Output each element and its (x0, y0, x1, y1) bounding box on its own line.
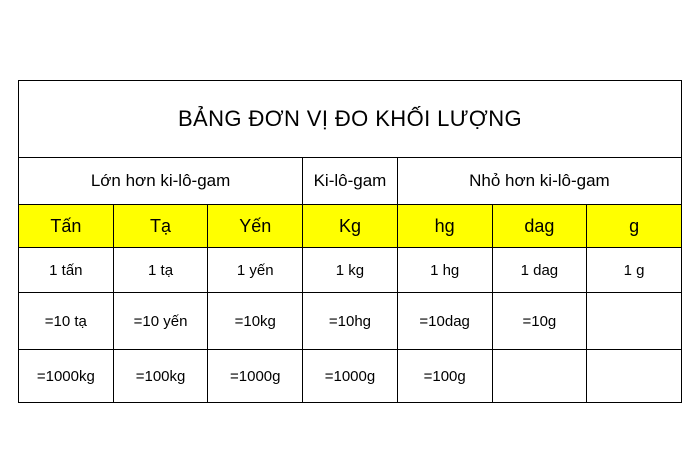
weight-units-table (18, 80, 682, 403)
unit-header-hg: hg (397, 205, 492, 248)
cell-r2-c1: =100kg (113, 350, 208, 403)
cell-r2-c0: =1000kg (19, 350, 114, 403)
cell-r0-c2: 1 yến (208, 248, 303, 293)
unit-header-dag: dag (492, 205, 587, 248)
cell-r0-c0: 1 tấn (19, 248, 114, 293)
cell-r0-c3: 1 kg (303, 248, 398, 293)
cell-r1-c4: =10dag (397, 293, 492, 350)
cell-r0-c4: 1 hg (397, 248, 492, 293)
group-header-kilogram: Ki-lô-gam (303, 158, 398, 205)
table-row (19, 293, 682, 350)
cell-r1-c2: =10kg (208, 293, 303, 350)
cell-r0-c1: 1 tạ (113, 248, 208, 293)
cell-r2-c4: =100g (397, 350, 492, 403)
cell-r0-c5: 1 dag (492, 248, 587, 293)
table-group-header-row (19, 158, 682, 205)
cell-r2-c5 (492, 350, 587, 403)
unit-header-yen: Yến (208, 205, 303, 248)
table-row (19, 350, 682, 403)
unit-header-ta: Tạ (113, 205, 208, 248)
group-header-less-than-kg: Nhỏ hơn ki-lô-gam (397, 158, 681, 205)
cell-r1-c3: =10hg (303, 293, 398, 350)
cell-r2-c2: =1000g (208, 350, 303, 403)
unit-header-g: g (587, 205, 682, 248)
table-row (19, 248, 682, 293)
cell-r2-c6 (587, 350, 682, 403)
table-unit-header-row (19, 205, 682, 248)
cell-r0-c6: 1 g (587, 248, 682, 293)
cell-r1-c1: =10 yến (113, 293, 208, 350)
group-header-greater-than-kg: Lớn hơn ki-lô-gam (19, 158, 303, 205)
cell-r1-c6 (587, 293, 682, 350)
cell-r1-c0: =10 tạ (19, 293, 114, 350)
table-title-row (19, 81, 682, 158)
cell-r2-c3: =1000g (303, 350, 398, 403)
weight-units-table-container (18, 80, 682, 403)
cell-r1-c5: =10g (492, 293, 587, 350)
page-title: BẢNG ĐƠN VỊ ĐO KHỐI LƯỢNG (19, 81, 682, 158)
unit-header-kg: Kg (303, 205, 398, 248)
unit-header-tan: Tấn (19, 205, 114, 248)
